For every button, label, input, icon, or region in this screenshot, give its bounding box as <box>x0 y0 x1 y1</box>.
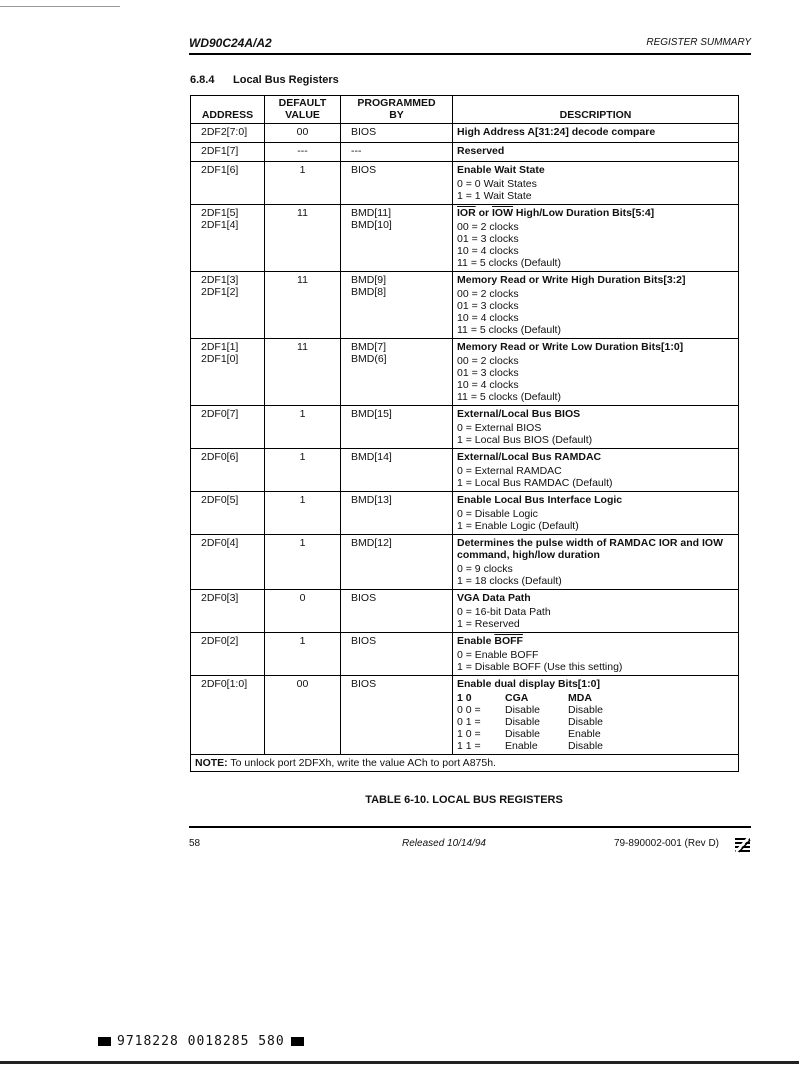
table-row <box>191 676 739 755</box>
description-line: 0 = Disable Logic <box>457 508 538 520</box>
description-line: 01 = 3 clocks <box>457 233 519 245</box>
grid-cell: 1 0 = <box>457 728 481 740</box>
note-label: NOTE: <box>195 757 228 769</box>
description-cell <box>453 590 739 633</box>
description-cell <box>453 205 739 272</box>
description-title: Memory Read or Write High Duration Bits[3:2] <box>457 274 686 286</box>
register-address: 2DF1[3] <box>201 274 239 286</box>
register-address-cell <box>191 492 265 535</box>
description-line: 11 = 5 clocks (Default) <box>457 324 561 336</box>
default-value: 11 <box>265 205 341 272</box>
description-title <box>457 207 734 219</box>
default-header-line2: VALUE <box>265 109 341 124</box>
programmed-header-line2: BY <box>341 109 453 124</box>
description-title: Enable dual display Bits[1:0] <box>457 678 600 690</box>
description-line: 10 = 4 clocks <box>457 245 519 257</box>
register-address: 2DF1[7] <box>201 145 239 157</box>
description-title: Enable Wait State <box>457 164 545 176</box>
register-address-cell <box>191 590 265 633</box>
bottom-rule <box>0 1061 799 1064</box>
register-address-cell <box>191 676 265 755</box>
description-cell <box>453 339 739 406</box>
table-row <box>191 590 739 633</box>
programmed-by: BMD(6] <box>351 353 387 365</box>
description-cell <box>453 449 739 492</box>
display-grid-row <box>457 704 734 716</box>
title-part: Enable <box>457 635 495 647</box>
description-title: External/Local Bus RAMDAC <box>457 451 602 463</box>
page-number: 58 <box>189 838 201 849</box>
grid-cell: 1 1 = <box>457 740 481 752</box>
grid-cell: Disable <box>568 740 604 752</box>
description-line: 11 = 5 clocks (Default) <box>457 257 561 269</box>
description-line: 1 = 18 clocks (Default) <box>457 575 562 587</box>
programmed-by: BMD[13] <box>351 494 392 506</box>
programmed-by-cell <box>341 143 453 162</box>
programmed-by: BMD[8] <box>351 286 387 298</box>
programmed-by: BMD[15] <box>351 408 392 420</box>
register-address-cell <box>191 406 265 449</box>
programmed-by: BMD[9] <box>351 274 387 286</box>
register-address: 2DF0[6] <box>201 451 239 463</box>
table-row <box>191 633 739 676</box>
table-row <box>191 492 739 535</box>
barcode-line <box>92 1034 310 1049</box>
programmed-by: BIOS <box>351 678 377 690</box>
register-address-cell <box>191 162 265 205</box>
programmed-by: BIOS <box>351 164 377 176</box>
register-address: 2DF0[7] <box>201 408 239 420</box>
document-number: 79-890002-001 (Rev D) <box>613 838 719 849</box>
programmed-by-cell <box>341 449 453 492</box>
description-line: 1 = 1 Wait State <box>457 190 532 202</box>
programmed-by-cell <box>341 676 453 755</box>
register-address-cell <box>191 449 265 492</box>
register-address: 2DF1[5] <box>201 207 239 219</box>
page-header <box>189 36 751 55</box>
programmed-by-cell <box>341 272 453 339</box>
table-row <box>191 272 739 339</box>
description-line: 0 = 9 clocks <box>457 563 513 575</box>
description-title <box>457 635 734 647</box>
description-line: 0 = 16-bit Data Path <box>457 606 551 618</box>
grid-cell: Disable <box>568 716 604 728</box>
register-address: 2DF0[5] <box>201 494 239 506</box>
register-address-cell <box>191 124 265 143</box>
default-value: 1 <box>265 449 341 492</box>
note-text: To unlock port 2DFXh, write the value ACh to port A875h. <box>227 757 496 769</box>
description-cell <box>453 124 739 143</box>
register-address: 2DF1[0] <box>201 353 239 365</box>
description-line: 00 = 2 clocks <box>457 288 519 300</box>
programmed-by-cell <box>341 633 453 676</box>
programmed-by: --- <box>351 145 362 157</box>
section-number: 6.8.4 <box>190 74 215 86</box>
register-address-cell <box>191 205 265 272</box>
default-value: 1 <box>265 633 341 676</box>
description-header: DESCRIPTION <box>453 109 739 124</box>
table-row <box>191 406 739 449</box>
default-value: 11 <box>265 339 341 406</box>
table-row <box>191 535 739 590</box>
description-cell <box>453 676 739 755</box>
register-address: 2DF0[4] <box>201 537 239 549</box>
section-title: Local Bus Registers <box>233 74 339 86</box>
description-line: 1 = Disable BOFF (Use this setting) <box>457 661 623 673</box>
grid-cell: Disable <box>505 704 541 716</box>
top-rule <box>0 6 120 7</box>
grid-cell: 0 1 = <box>457 716 481 728</box>
table-header-row-1 <box>191 96 739 110</box>
description-line: 0 = External BIOS <box>457 422 542 434</box>
description-cell <box>453 143 739 162</box>
title-part: $\overline{IOR}$ <box>457 207 476 219</box>
default-value: 1 <box>265 162 341 205</box>
title-part: BOFF <box>494 635 523 647</box>
table-row <box>191 449 739 492</box>
grid-header-cell: CGA <box>505 692 529 704</box>
table-row <box>191 205 739 272</box>
description-line: 1 = Local Bus BIOS (Default) <box>457 434 593 446</box>
description-title: External/Local Bus BIOS <box>457 408 581 420</box>
description-cell <box>453 272 739 339</box>
grid-cell: Disable <box>505 716 541 728</box>
description-line: 1 = Enable Logic (Default) <box>457 520 579 532</box>
description-cell <box>453 535 739 590</box>
programmed-by-cell <box>341 162 453 205</box>
register-address-cell <box>191 143 265 162</box>
barcode-block-right <box>291 1037 304 1046</box>
description-line: 0 = 0 Wait States <box>457 178 537 190</box>
programmed-by-cell <box>341 492 453 535</box>
description-cell <box>453 633 739 676</box>
register-address-cell <box>191 339 265 406</box>
company-logo-icon <box>734 836 751 853</box>
register-address: 2DF1[6] <box>201 164 239 176</box>
display-grid-header <box>457 692 734 704</box>
register-address-cell <box>191 535 265 590</box>
register-address: 2DF1[1] <box>201 341 239 353</box>
description-line: 00 = 2 clocks <box>457 355 519 367</box>
grid-header-cell: 1 0 <box>457 692 472 704</box>
programmed-by-cell <box>341 124 453 143</box>
register-address: 2DF0[3] <box>201 592 239 604</box>
grid-cell: Enable <box>505 740 538 752</box>
programmed-by-cell <box>341 205 453 272</box>
description-title: Memory Read or Write Low Duration Bits[1:0] <box>457 341 684 353</box>
register-address-cell <box>191 272 265 339</box>
title-part: $\overline{IOW}$ <box>492 207 514 219</box>
description-line: 1 = Reserved <box>457 618 520 630</box>
description-title: Enable Local Bus Interface Logic <box>457 494 623 506</box>
description-title: High Address A[31:24] decode compare <box>457 126 656 138</box>
default-value: 1 <box>265 492 341 535</box>
grid-cell: Disable <box>568 704 604 716</box>
programmed-by-cell <box>341 535 453 590</box>
programmed-by-cell <box>341 339 453 406</box>
table-caption: TABLE 6-10. LOCAL BUS REGISTERS <box>365 794 563 806</box>
default-value: 11 <box>265 272 341 339</box>
default-value: 00 <box>265 676 341 755</box>
table-row <box>191 339 739 406</box>
header-section: REGISTER SUMMARY <box>646 37 751 48</box>
local-bus-registers-table <box>190 95 739 772</box>
register-address-cell <box>191 633 265 676</box>
register-address: 2DF1[2] <box>201 286 239 298</box>
table-row <box>191 124 739 143</box>
register-address: 2DF2[7:0] <box>201 126 248 138</box>
description-line: 10 = 4 clocks <box>457 312 519 324</box>
default-header-line1: DEFAULT <box>265 96 341 110</box>
address-header: ADDRESS <box>191 109 265 124</box>
section-heading <box>190 74 339 86</box>
description-line: 10 = 4 clocks <box>457 379 519 391</box>
programmed-by: BMD[12] <box>351 537 392 549</box>
description-line: 1 = Local Bus RAMDAC (Default) <box>457 477 613 489</box>
display-grid-row <box>457 716 734 728</box>
description-line: 0 = External RAMDAC <box>457 465 562 477</box>
programmed-by: BMD[14] <box>351 451 392 463</box>
title-part: High/Low Duration Bits[5:4] <box>513 207 655 219</box>
description-line: 01 = 3 clocks <box>457 300 519 312</box>
programmed-by: BIOS <box>351 635 377 647</box>
programmed-by: BMD[7] <box>351 341 387 353</box>
header-part-number: WD90C24A/A2 <box>189 36 272 50</box>
description-cell <box>453 162 739 205</box>
description-title: Determines the pulse width of RAMDAC IOR and IOW command, high/low duration <box>457 537 724 561</box>
programmed-by: BMD[10] <box>351 219 392 231</box>
title-part: or <box>475 207 493 219</box>
description-line: 00 = 2 clocks <box>457 221 519 233</box>
programmed-by: BIOS <box>351 592 377 604</box>
note-row <box>191 755 739 772</box>
programmed-by: BIOS <box>351 126 377 138</box>
description-title: Reserved <box>457 145 505 157</box>
display-grid-row <box>457 728 734 740</box>
default-value: 00 <box>265 124 341 143</box>
register-address: 2DF1[4] <box>201 219 239 231</box>
description-line: 0 = Enable BOFF <box>457 649 539 661</box>
grid-cell: 0 0 = <box>457 704 481 716</box>
barcode-text: 9718228 0018285 580 <box>117 1034 285 1049</box>
page-footer <box>189 826 751 852</box>
programmed-by-cell <box>341 590 453 633</box>
grid-header-cell: MDA <box>568 692 592 704</box>
release-date: Released 10/14/94 <box>402 838 486 849</box>
default-value: 1 <box>265 535 341 590</box>
barcode-block-left <box>98 1037 111 1046</box>
description-cell <box>453 406 739 449</box>
display-grid-row <box>457 740 734 752</box>
description-cell <box>453 492 739 535</box>
table-header-row-2 <box>191 109 739 124</box>
description-line: 01 = 3 clocks <box>457 367 519 379</box>
programmed-header-line1: PROGRAMMED <box>341 96 453 110</box>
programmed-by-cell <box>341 406 453 449</box>
description-line: 11 = 5 clocks (Default) <box>457 391 561 403</box>
grid-cell: Enable <box>568 728 601 740</box>
grid-cell: Disable <box>505 728 541 740</box>
programmed-by: BMD[11] <box>351 207 392 219</box>
note-cell <box>191 755 739 772</box>
register-address: 2DF0[2] <box>201 635 239 647</box>
default-value: 1 <box>265 406 341 449</box>
default-value: --- <box>265 143 341 162</box>
description-title: VGA Data Path <box>457 592 531 604</box>
table-row <box>191 143 739 162</box>
default-value: 0 <box>265 590 341 633</box>
table-row <box>191 162 739 205</box>
register-address: 2DF0[1:0] <box>201 678 248 690</box>
